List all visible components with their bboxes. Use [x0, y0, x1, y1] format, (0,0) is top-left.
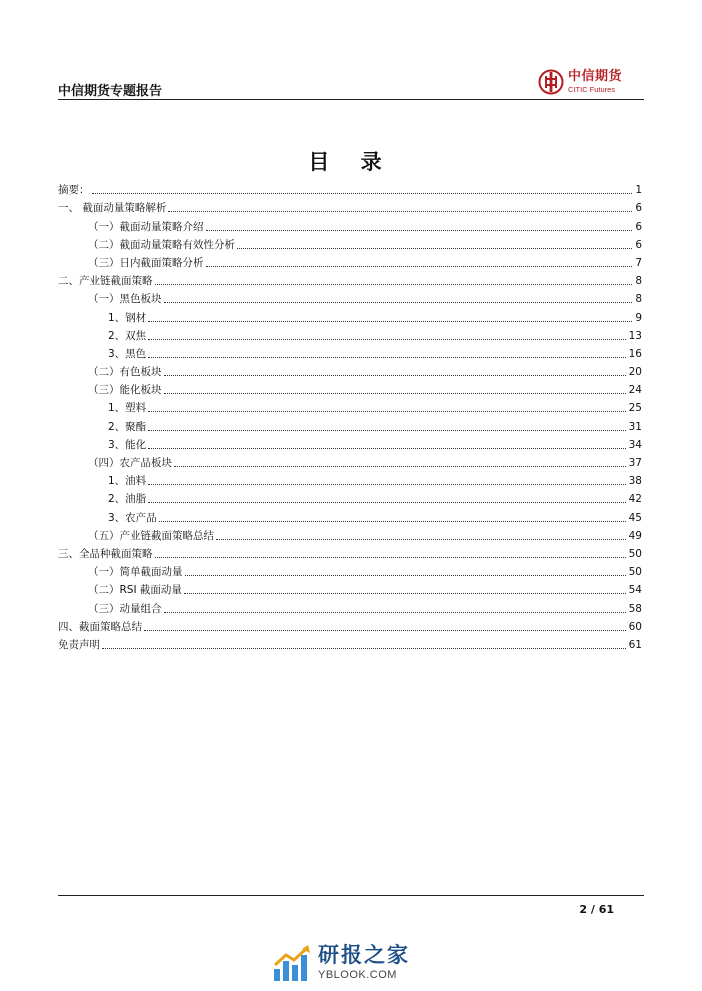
toc-list [58, 179, 642, 652]
toc-entry-page: 6 [635, 238, 642, 251]
toc-entry[interactable] [58, 434, 642, 452]
toc-entry[interactable] [58, 288, 642, 306]
toc-entry-page: 50 [628, 547, 642, 560]
toc-entry-page: 7 [635, 256, 642, 269]
toc-entry[interactable] [58, 415, 642, 433]
toc-entry[interactable] [58, 561, 642, 579]
toc-entry-label: 2、聚酯 [108, 420, 147, 433]
toc-entry-label: 3、黑色 [108, 347, 147, 360]
toc-dot-leader [148, 448, 625, 449]
toc-entry-page: 25 [628, 402, 642, 415]
toc-dot-leader [206, 266, 633, 267]
toc-entry-page: 61 [628, 638, 642, 651]
toc-entry-page: 6 [635, 202, 642, 215]
toc-entry[interactable] [58, 470, 642, 488]
toc-entry-page: 49 [628, 529, 642, 542]
toc-entry[interactable] [58, 506, 642, 524]
toc-entry-label: 1、塑料 [108, 402, 147, 415]
toc-entry-label: 三、全品种截面策略 [58, 547, 153, 560]
toc-entry[interactable] [58, 597, 642, 615]
toc-entry[interactable] [58, 197, 642, 215]
toc-entry[interactable] [58, 179, 642, 197]
toc-dot-leader [174, 466, 626, 467]
toc-entry-label: 1、油料 [108, 475, 147, 488]
toc-entry-label: 1、钢材 [108, 311, 147, 324]
toc-entry-page: 6 [635, 220, 642, 233]
watermark-url: YBLOOK.COM [318, 969, 397, 981]
toc-entry-page: 42 [628, 493, 642, 506]
toc-dot-leader [184, 593, 626, 594]
toc-dot-leader [185, 575, 626, 576]
toc-entry-page: 50 [628, 566, 642, 579]
toc-dot-leader [164, 375, 626, 376]
toc-entry[interactable] [58, 488, 642, 506]
toc-entry[interactable] [58, 270, 642, 288]
toc-entry-page: 13 [628, 329, 642, 342]
toc-entry-page: 37 [628, 457, 642, 469]
toc-entry-label: （二）RSI 截面动量 [88, 584, 182, 597]
toc-dot-leader [155, 284, 633, 285]
toc-dot-leader [206, 230, 633, 231]
toc-entry[interactable] [58, 325, 642, 343]
toc-entry[interactable] [58, 252, 642, 270]
toc-entry-page: 38 [628, 475, 642, 488]
toc-entry-label: （一）黑色板块 [88, 293, 162, 306]
toc-entry-label: （三）能化板块 [88, 384, 162, 397]
toc-dot-leader [92, 193, 633, 194]
toc-dot-leader [148, 411, 625, 412]
header-divider [58, 99, 644, 100]
toc-entry-label: 四、截面策略总结 [58, 620, 142, 633]
page-indicator: 2 / 61 [579, 903, 614, 916]
toc-dot-leader [237, 248, 632, 249]
toc-dot-leader [148, 502, 625, 503]
bar-chart-logo-icon [272, 943, 312, 983]
toc-entry-page: 8 [635, 293, 642, 306]
toc-entry-label: 3、能化 [108, 438, 147, 451]
logo-english-name: CITIC Futures [568, 85, 616, 95]
toc-entry[interactable] [58, 616, 642, 634]
toc-entry[interactable] [58, 543, 642, 561]
toc-dot-leader [164, 393, 626, 394]
toc-entry[interactable] [58, 579, 642, 597]
toc-dot-leader [164, 302, 633, 303]
toc-entry-label: 二、产业链截面策略 [58, 275, 153, 288]
toc-entry-label: （一）截面动量策略介绍 [88, 220, 204, 233]
toc-dot-leader [148, 484, 625, 485]
watermark-chinese: 研报之家 [318, 943, 410, 967]
toc-entry-page: 54 [628, 584, 642, 597]
toc-entry-page: 9 [635, 311, 642, 324]
toc-entry-label: 免责声明 [58, 638, 100, 651]
toc-entry-page: 60 [628, 620, 642, 633]
watermark [272, 940, 452, 986]
toc-entry-page: 20 [628, 366, 642, 379]
toc-entry-label: （三）动量组合 [88, 602, 162, 615]
toc-entry-page: 58 [628, 602, 642, 615]
toc-dot-leader [164, 612, 626, 613]
toc-dot-leader [216, 539, 626, 540]
toc-entry-label: （三）日内截面策略分析 [88, 256, 204, 269]
toc-entry-page: 45 [628, 511, 642, 524]
toc-entry[interactable] [58, 379, 642, 397]
toc-entry[interactable] [58, 234, 642, 252]
toc-dot-leader [159, 521, 626, 522]
citic-logo-icon [538, 69, 564, 95]
toc-entry-page: 31 [628, 420, 642, 433]
toc-entry-label: 3、农产品 [108, 511, 157, 524]
toc-dot-leader [144, 630, 626, 631]
toc-entry-page: 8 [635, 275, 642, 288]
toc-entry-page: 34 [628, 438, 642, 451]
toc-dot-leader [148, 357, 625, 358]
toc-dot-leader [148, 321, 632, 322]
company-logo [538, 66, 648, 98]
toc-entry-label: （四）农产品板块 [88, 457, 172, 469]
toc-entry[interactable] [58, 215, 642, 233]
toc-dot-leader [155, 557, 626, 558]
toc-entry-label: 摘要： [58, 184, 90, 197]
toc-entry-label: （二）截面动量策略有效性分析 [88, 238, 235, 251]
toc-entry[interactable] [58, 343, 642, 361]
logo-chinese-name: 中信期货 [568, 69, 623, 85]
toc-entry-label: 2、双焦 [108, 329, 147, 342]
toc-entry-label: （一）简单截面动量 [88, 566, 183, 579]
toc-dot-leader [148, 430, 625, 431]
toc-entry[interactable] [58, 634, 642, 652]
footer-divider [58, 895, 644, 896]
toc-entry-label: （二）有色板块 [88, 366, 162, 379]
toc-entry-label: 一、 截面动量策略解析 [58, 202, 167, 215]
toc-entry-label: 2、油脂 [108, 493, 147, 506]
toc-entry[interactable] [58, 361, 642, 379]
toc-entry[interactable] [58, 397, 642, 415]
report-header-title: 中信期货专题报告 [58, 84, 163, 99]
toc-dot-leader [148, 339, 625, 340]
toc-dot-leader [168, 211, 632, 212]
toc-entry-page: 16 [628, 347, 642, 360]
toc-entry[interactable] [58, 452, 642, 470]
toc-dot-leader [102, 648, 626, 649]
toc-entry-page: 1 [635, 184, 642, 197]
toc-entry[interactable] [58, 525, 642, 543]
toc-title: 目 录 [308, 150, 394, 174]
toc-entry-label: （五）产业链截面策略总结 [88, 529, 214, 542]
toc-entry[interactable] [58, 306, 642, 324]
toc-entry-page: 24 [628, 384, 642, 397]
